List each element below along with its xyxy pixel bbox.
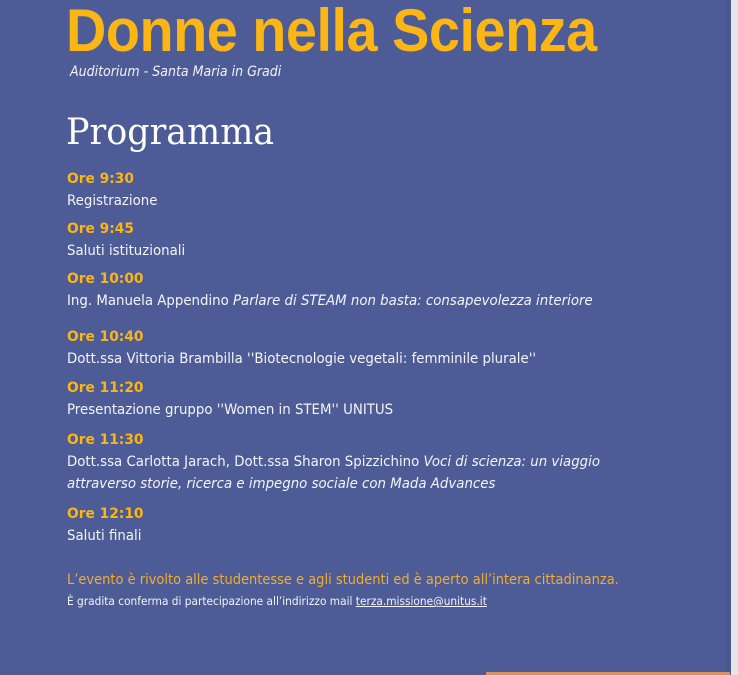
program-item [67,268,707,312]
program-time: Ore 12:10 [67,506,144,522]
program-speaker: Dott.ssa Carlotta Jarach, Dott.ssa Sharon Spizzichino [67,454,424,470]
program-item [67,503,707,547]
program-desc [67,240,656,262]
program-item [67,377,707,421]
program-text: Registrazione [67,193,158,209]
rsvp-text: È gradita conferma di partecipazione all’indirizzo mail [67,594,356,608]
program-text: Dott.ssa Vittoria Brambilla ''Biotecnologie vegetali: femminile plurale'' [67,351,537,367]
program-talk-title: Voci di scienza: un viaggio [423,454,601,470]
program-time: Ore 10:40 [67,329,144,345]
program-item [67,168,707,212]
program-item [67,218,707,262]
program-item [67,429,707,495]
program-time: Ore 11:20 [67,380,144,396]
program-desc-line2 [67,473,656,495]
program-desc [67,451,656,473]
program-time: Ore 9:45 [67,221,134,237]
panel-edge [726,0,731,675]
program-desc [67,348,656,370]
program-desc [67,190,656,212]
program-time: Ore 10:00 [67,271,144,287]
program-text: Presentazione gruppo ''Women in STEM'' UNITUS [67,402,394,418]
program-text: Saluti istituzionali [67,243,186,259]
program-heading: Programma [66,112,275,153]
program-item [67,326,707,370]
rsvp-note [67,594,487,608]
program-text: Saluti finali [67,528,142,544]
program-time: Ore 11:30 [67,432,144,448]
event-title: Donne nella Scienza [66,0,597,64]
program-desc [67,290,656,312]
email-link[interactable]: terza.missione@unitus.it [355,594,487,608]
program-desc [67,525,656,547]
program-talk-title: Parlare di STEAM non basta: consapevolezza interiore [233,293,593,309]
program-speaker: Ing. Manuela Appendino [67,293,234,309]
program-time: Ore 9:30 [67,171,134,187]
program-desc [67,399,656,421]
program-talk-title-cont: attraverso storie, ricerca e impegno sociale con Mada Advances [67,476,496,492]
event-venue: Auditorium - Santa Maria in Gradi [70,64,282,80]
audience-note: L’evento è rivolto alle studentesse e agli studenti ed è aperto all’intera cittadinanza. [67,572,619,588]
